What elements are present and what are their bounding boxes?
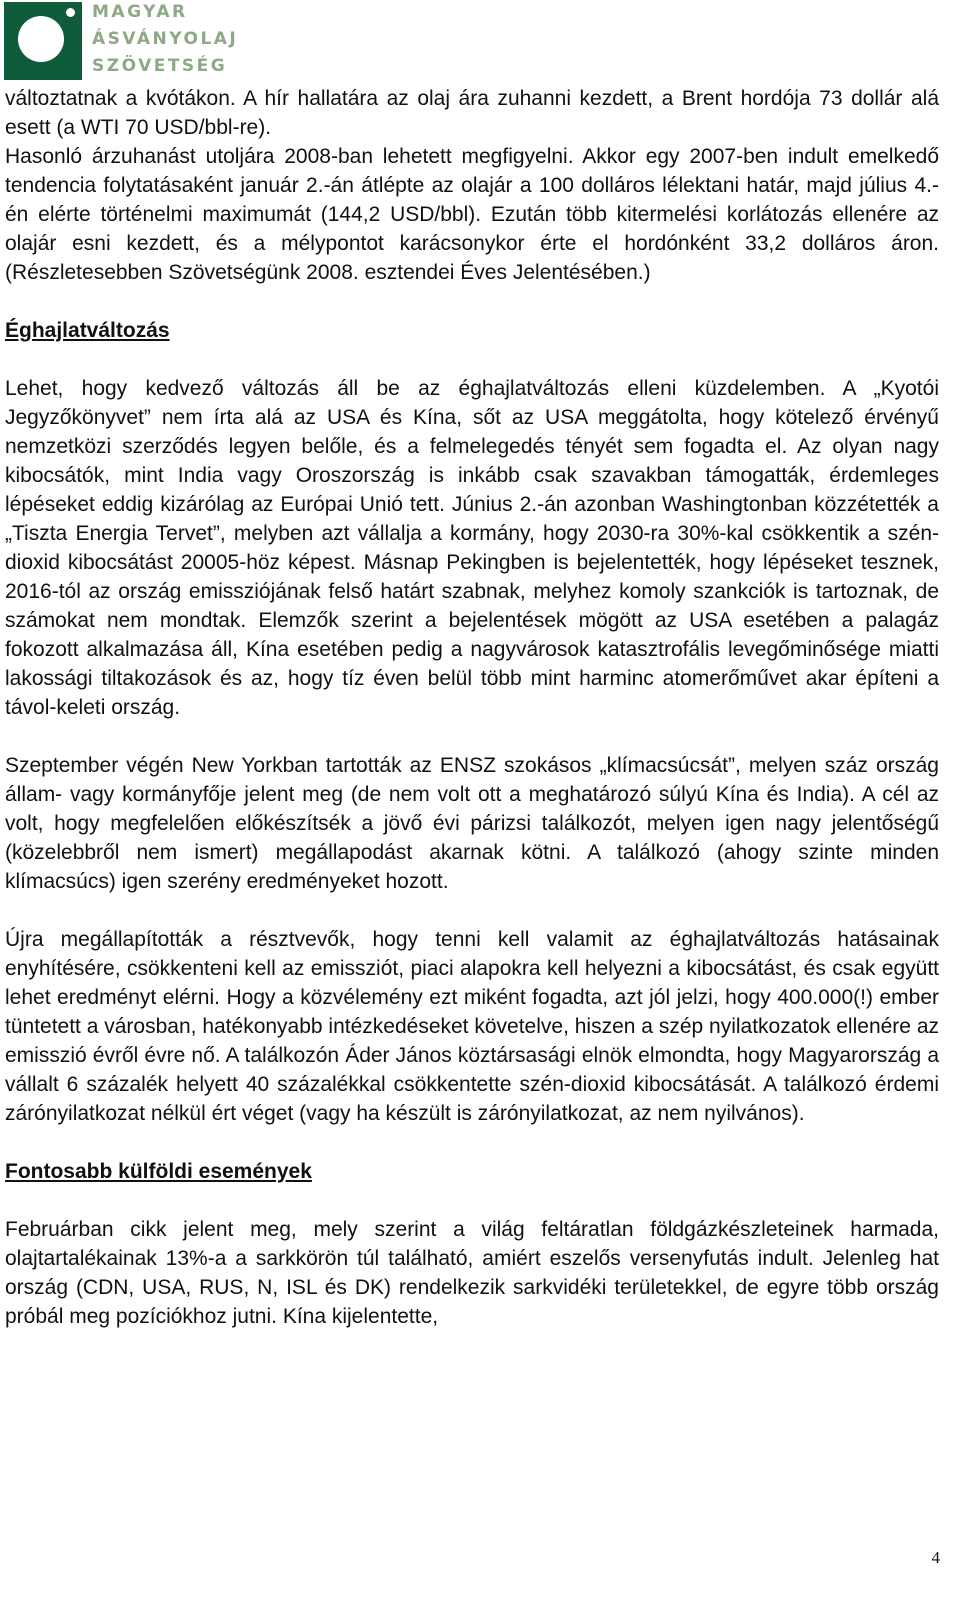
page-number: 4	[931, 1548, 940, 1567]
paragraph-2: Hasonló árzuhanást utoljára 2008-ban lehetett megfigyelni. Akkor egy 2007-ben indult emelkedő tendencia folytatásaként január 2.-án átlépte az olajár a 100 dolláros lélektani határ, majd július 4.-én elérte történelmi maximumát (144,2 USD/bbl). Ezután több kitermelési korlátozás ellenére az olajár esni kezdett, és a mélypontot karácsonykor érte el hordónként 33,2 dolláros áron. (Részletesebben Szövetségünk 2008. esztendei Éves Jelentésében.)	[5, 145, 939, 284]
paragraph-5: Újra megállapították a résztvevők, hogy tenni kell valamit az éghajlatváltozás hatásainak enyhítésére, csökkenteni kell az emissziót, piaci alapokra kell helyezni a kibocsátást, és csak együtt lehet eredményt elérni. Hogy a közvélemény ezt miként fogadta, azt jól jelzi, hogy 400.000(!) ember tüntetett a városban, hatékonyabb intézkedéseket követelve, hiszen a szép nyilatkozatok ellenére az emisszió évről évre nő. A találkozón Áder János köztársasági elnök elmondta, hogy Magyarország a vállalt 6 százalék helyett 40 százalékkal csökkentette szén-dioxid kibocsátását. A találkozó érdemi zárónyilatkozat nélkül ért véget (vagy ha készült is zárónyilatkozat, az nem nyilvános).	[5, 928, 939, 1125]
logo-line-2: ÁSVÁNYOLAJ	[92, 29, 239, 49]
paragraph-6: Februárban cikk jelent meg, mely szerint a világ feltáratlan földgázkészleteinek harmada, olajtartalékainak 13%-a a sarkkörön túl található, amiért eszelős versenyfutás indult. Jelenleg hat ország (CDN, USA, RUS, N, ISL és DK) rendelkezik sarkvidéki területekkel, de egyre több ország próbál meg pozíciókhoz jutni. Kína kijelentette,	[5, 1218, 939, 1328]
document-body	[5, 84, 939, 1331]
logo-circle-icon	[18, 16, 64, 62]
logo-line-3: SZÖVETSÉG	[92, 56, 228, 76]
logo-line-1: MAGYAR	[92, 2, 188, 22]
section-heading-climate: Éghajlatváltozás	[5, 319, 170, 342]
logo	[4, 2, 264, 80]
paragraph-3: Lehet, hogy kedvező változás áll be az éghajlatváltozás elleni küzdelemben. A „Kyotói Jegyzőkönyvet” nem írta alá az USA és Kína, sőt az USA meggátolta, hogy kötelező érvényű nemzetközi szerződés legyen belőle, és a felmelegedés tényét sem fogadta el. Az olyan nagy kibocsátók, mint India vagy Oroszország is inkább csak szavakban támogatták, érdemleges lépéseket eddig kizárólag az Európai Unió tett. Június 2.-án azonban Washingtonban közzétették a „Tiszta Energia Tervet”, melyben azt vállalja a kormány, hogy 2030-ra 30%-kal csökkentik a szén-dioxid kibocsátást 20005-höz képest. Másnap Pekingben is bejelentették, hogy lépéseket tesznek, 2016-tól az ország emissziójának felső határt szabnak, melyhez komoly szankciók is tartoznak, de számokat nem mondtak. Elemzők szerint a bejelentések mögött az USA esetében a palagáz fokozott alkalmazása áll, Kína esetében pedig a nagyvárosok katasztrofális levegőminősége miatti lakossági tiltakozások és az, hogy tíz éven belül több mint harminc atomerőművet akar építeni a távol-keleti ország.	[5, 377, 939, 719]
section-heading-foreign-events: Fontosabb külföldi események	[5, 1160, 312, 1183]
paragraph-4: Szeptember végén New Yorkban tartották az ENSZ szokásos „klímacsúcsát”, melyen száz ország állam- vagy kormányfője jelent meg (de nem volt ott a meghatározó súlyú Kína és India). A cél az volt, hogy megfelelően előkészítsék a jövő évi párizsi találkozót, melyen igen nagy jelentőségű (közelebbről nem ismert) megállapodást akarnak kötni. A találkozó (ahogy szinte minden klímacsúcs) igen szerény eredményeket hozott.	[5, 754, 939, 893]
logo-emblem	[4, 2, 82, 80]
logo-text	[92, 0, 238, 80]
logo-dot-icon	[66, 8, 75, 17]
paragraph-1: változtatnak a kvótákon. A hír hallatára az olaj ára zuhanni kezdett, a Brent hordója 73 dollár alá esett (a WTI 70 USD/bbl-re).	[5, 87, 939, 139]
